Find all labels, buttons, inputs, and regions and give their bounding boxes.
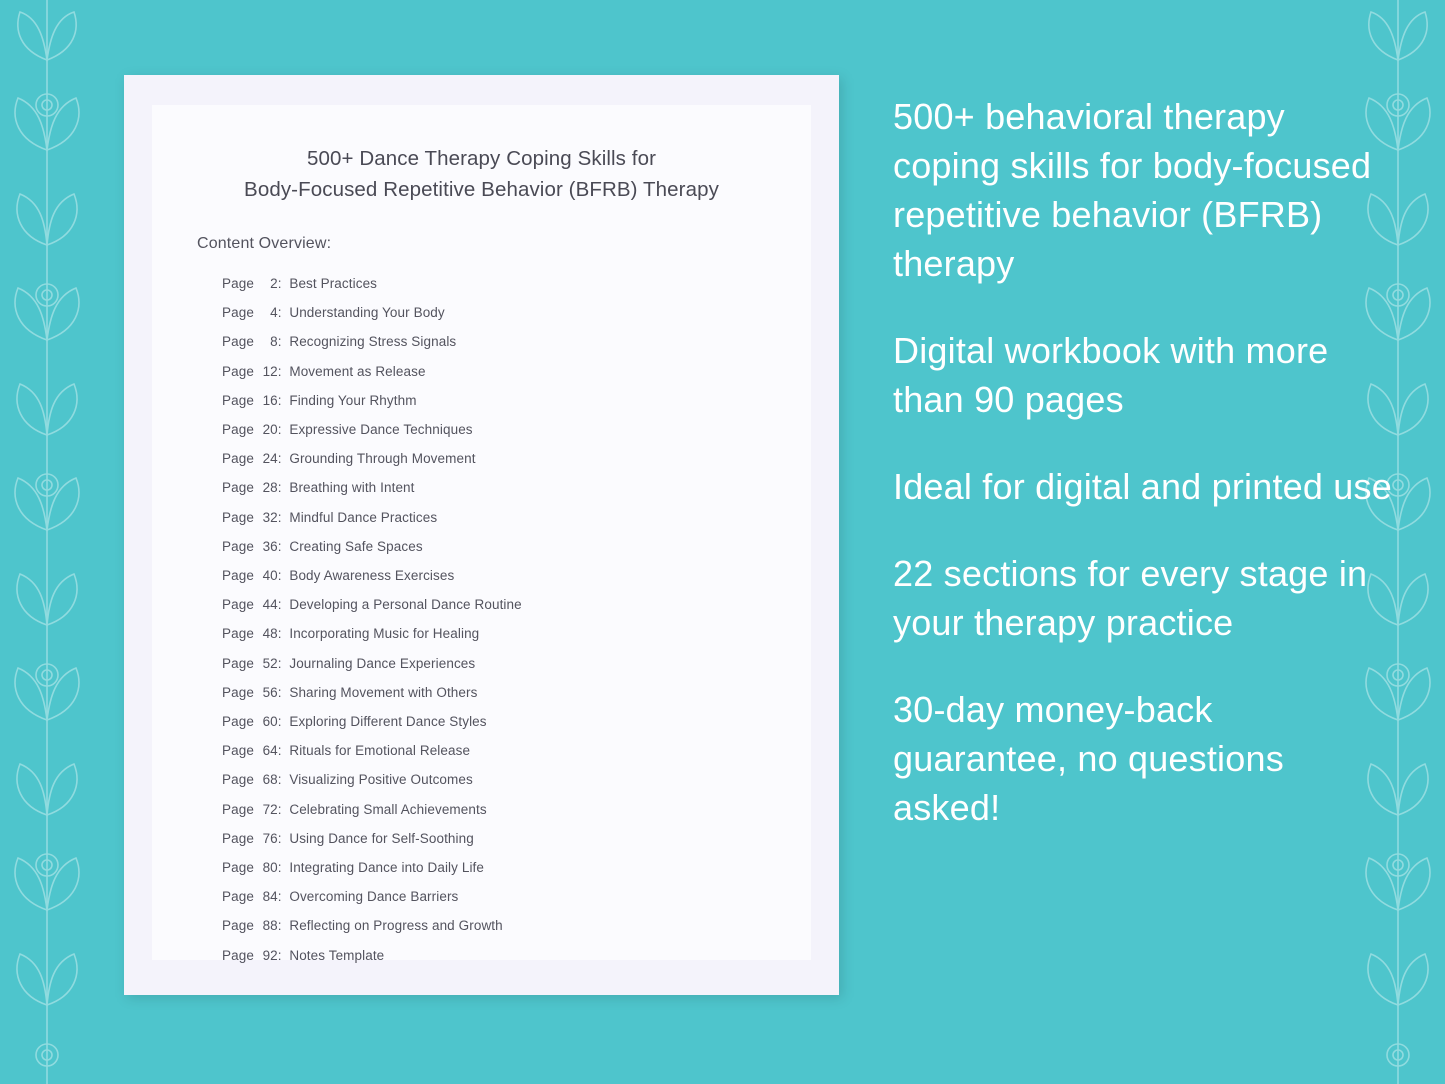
- toc-separator: :: [277, 830, 290, 846]
- toc-entry: [222, 532, 811, 561]
- toc-entry: [222, 473, 811, 502]
- toc-page-number: 36: [262, 538, 278, 554]
- toc-section-title: Grounding Through Movement: [289, 451, 476, 467]
- content-overview-label: Content Overview:: [197, 235, 332, 252]
- toc-entry: [222, 911, 811, 940]
- toc-entry: [222, 941, 811, 970]
- page-title: [152, 105, 811, 205]
- toc-page-label: Page: [222, 451, 258, 467]
- toc-entry: [222, 678, 811, 707]
- workbook-page-preview: [124, 75, 839, 995]
- floral-border-left-icon: [0, 0, 95, 1084]
- toc-entry: [222, 444, 811, 473]
- toc-separator: :: [277, 305, 290, 321]
- toc-page-number: 8: [270, 334, 278, 350]
- marketing-bullet: 30-day money-back guarantee, no questions asked!: [893, 689, 1284, 828]
- toc-page-number: 60: [262, 714, 278, 730]
- toc-section-title: Creating Safe Spaces: [289, 538, 423, 554]
- toc-page-number: 68: [262, 772, 278, 788]
- marketing-bullet: Digital workbook with more than 90 pages: [893, 330, 1329, 420]
- toc-entry: [222, 269, 811, 298]
- toc-separator: :: [277, 568, 290, 584]
- toc-section-title: Understanding Your Body: [289, 305, 445, 321]
- toc-page-number: 24: [262, 451, 278, 467]
- toc-separator: :: [277, 451, 290, 467]
- page-title-line-2: Body-Focused Repetitive Behavior (BFRB) Therapy: [244, 178, 719, 201]
- toc-entry: [222, 765, 811, 794]
- toc-page-label: Page: [222, 743, 258, 759]
- toc-separator: :: [277, 801, 290, 817]
- toc-separator: :: [277, 597, 290, 613]
- toc-page-label: Page: [222, 772, 258, 788]
- toc-section-title: Movement as Release: [289, 363, 426, 379]
- toc-separator: :: [277, 772, 290, 788]
- marketing-bullet: Ideal for digital and printed use: [893, 466, 1392, 507]
- toc-section-title: Celebrating Small Achievements: [289, 801, 487, 817]
- toc-entry: [222, 795, 811, 824]
- toc-page-number: 48: [262, 626, 278, 642]
- toc-entry: [222, 853, 811, 882]
- toc-section-title: Breathing with Intent: [289, 480, 415, 496]
- toc-page-label: Page: [222, 305, 258, 321]
- toc-entry: [222, 298, 811, 327]
- toc-page-label: Page: [222, 889, 258, 905]
- toc-page-number: 80: [262, 860, 278, 876]
- toc-section-title: Exploring Different Dance Styles: [289, 714, 487, 730]
- toc-page-number: 64: [262, 743, 278, 759]
- toc-page-number: 72: [262, 801, 278, 817]
- toc-section-title: Expressive Dance Techniques: [289, 422, 473, 438]
- toc-page-label: Page: [222, 363, 258, 379]
- toc-separator: :: [277, 509, 290, 525]
- toc-page-number: 4: [270, 305, 278, 321]
- toc-section-title: Using Dance for Self-Soothing: [289, 830, 474, 846]
- toc-separator: :: [277, 392, 290, 408]
- toc-section-title: Rituals for Emotional Release: [289, 743, 471, 759]
- toc-entry: [222, 327, 811, 356]
- toc-page-number: 56: [262, 684, 278, 700]
- toc-separator: :: [277, 743, 290, 759]
- toc-separator: :: [277, 334, 290, 350]
- toc-separator: :: [277, 714, 290, 730]
- toc-page-number: 88: [262, 918, 278, 934]
- toc-page-label: Page: [222, 684, 258, 700]
- toc-separator: :: [277, 684, 290, 700]
- toc-section-title: Incorporating Music for Healing: [289, 626, 480, 642]
- toc-section-title: Recognizing Stress Signals: [289, 334, 457, 350]
- toc-page-label: Page: [222, 538, 258, 554]
- toc-entry: [222, 386, 811, 415]
- toc-page-number: 92: [262, 947, 278, 963]
- toc-section-title: Reflecting on Progress and Growth: [289, 918, 503, 934]
- toc-page-label: Page: [222, 392, 258, 408]
- toc-section-title: Developing a Personal Dance Routine: [289, 597, 522, 613]
- toc-section-title: Finding Your Rhythm: [289, 392, 417, 408]
- toc-entry: [222, 736, 811, 765]
- toc-section-title: Integrating Dance into Daily Life: [289, 860, 485, 876]
- toc-page-number: 20: [262, 422, 278, 438]
- toc-separator: :: [277, 276, 290, 291]
- marketing-bullet: 500+ behavioral therapy coping skills for body-focused repetitive behavior (BFRB) therapy: [893, 96, 1372, 284]
- toc-page-label: Page: [222, 276, 258, 291]
- toc-section-title: Body Awareness Exercises: [289, 568, 455, 584]
- toc-page-number: 32: [262, 509, 278, 525]
- toc-page-number: 2: [270, 276, 278, 291]
- toc-section-title: Best Practices: [289, 276, 378, 291]
- toc-page-label: Page: [222, 655, 258, 671]
- toc-page-number: 84: [262, 889, 278, 905]
- toc-separator: :: [277, 860, 290, 876]
- toc-page-label: Page: [222, 422, 258, 438]
- toc-page-label: Page: [222, 860, 258, 876]
- page-title-line-1: 500+ Dance Therapy Coping Skills for: [306, 147, 657, 170]
- toc-section-title: Notes Template: [289, 947, 385, 963]
- toc-section-title: Overcoming Dance Barriers: [289, 889, 459, 905]
- marketing-bullet-list: [893, 92, 1393, 832]
- toc-page-number: 16: [262, 392, 278, 408]
- toc-separator: :: [277, 947, 290, 963]
- toc-separator: :: [277, 538, 290, 554]
- toc-section-title: Journaling Dance Experiences: [289, 655, 476, 671]
- toc-page-label: Page: [222, 947, 258, 963]
- toc-page-number: 44: [262, 597, 278, 613]
- toc-separator: :: [277, 480, 290, 496]
- toc-page-label: Page: [222, 801, 258, 817]
- toc-page-number: 76: [262, 830, 278, 846]
- toc-entry: [222, 590, 811, 619]
- toc-page-number: 28: [262, 480, 278, 496]
- toc-page-label: Page: [222, 334, 258, 350]
- toc-page-label: Page: [222, 830, 258, 846]
- toc-page-label: Page: [222, 480, 258, 496]
- toc-entry: [222, 824, 811, 853]
- toc-entry: [222, 357, 811, 386]
- toc-entry: [222, 707, 811, 736]
- toc-page-number: 52: [262, 655, 278, 671]
- toc-separator: :: [277, 918, 290, 934]
- toc-separator: :: [277, 363, 290, 379]
- toc-separator: :: [277, 655, 290, 671]
- toc-entry: [222, 561, 811, 590]
- toc-page-label: Page: [222, 626, 258, 642]
- toc-page-number: 40: [262, 568, 278, 584]
- toc-separator: :: [277, 626, 290, 642]
- toc-page-label: Page: [222, 568, 258, 584]
- toc-page-label: Page: [222, 597, 258, 613]
- toc-section-title: Visualizing Positive Outcomes: [289, 772, 473, 788]
- table-of-contents: [152, 253, 811, 970]
- toc-entry: [222, 415, 811, 444]
- toc-entry: [222, 649, 811, 678]
- toc-entry: [222, 882, 811, 911]
- toc-page-label: Page: [222, 918, 258, 934]
- toc-separator: :: [277, 422, 290, 438]
- toc-section-title: Sharing Movement with Others: [289, 684, 478, 700]
- toc-page-label: Page: [222, 714, 258, 730]
- toc-entry: [222, 503, 811, 532]
- toc-section-title: Mindful Dance Practices: [289, 509, 438, 525]
- workbook-page-content: [152, 105, 811, 963]
- toc-separator: :: [277, 889, 290, 905]
- toc-page-label: Page: [222, 509, 258, 525]
- toc-entry: [222, 619, 811, 648]
- toc-page-number: 12: [262, 363, 278, 379]
- marketing-bullet: 22 sections for every stage in your therapy practice: [893, 553, 1368, 643]
